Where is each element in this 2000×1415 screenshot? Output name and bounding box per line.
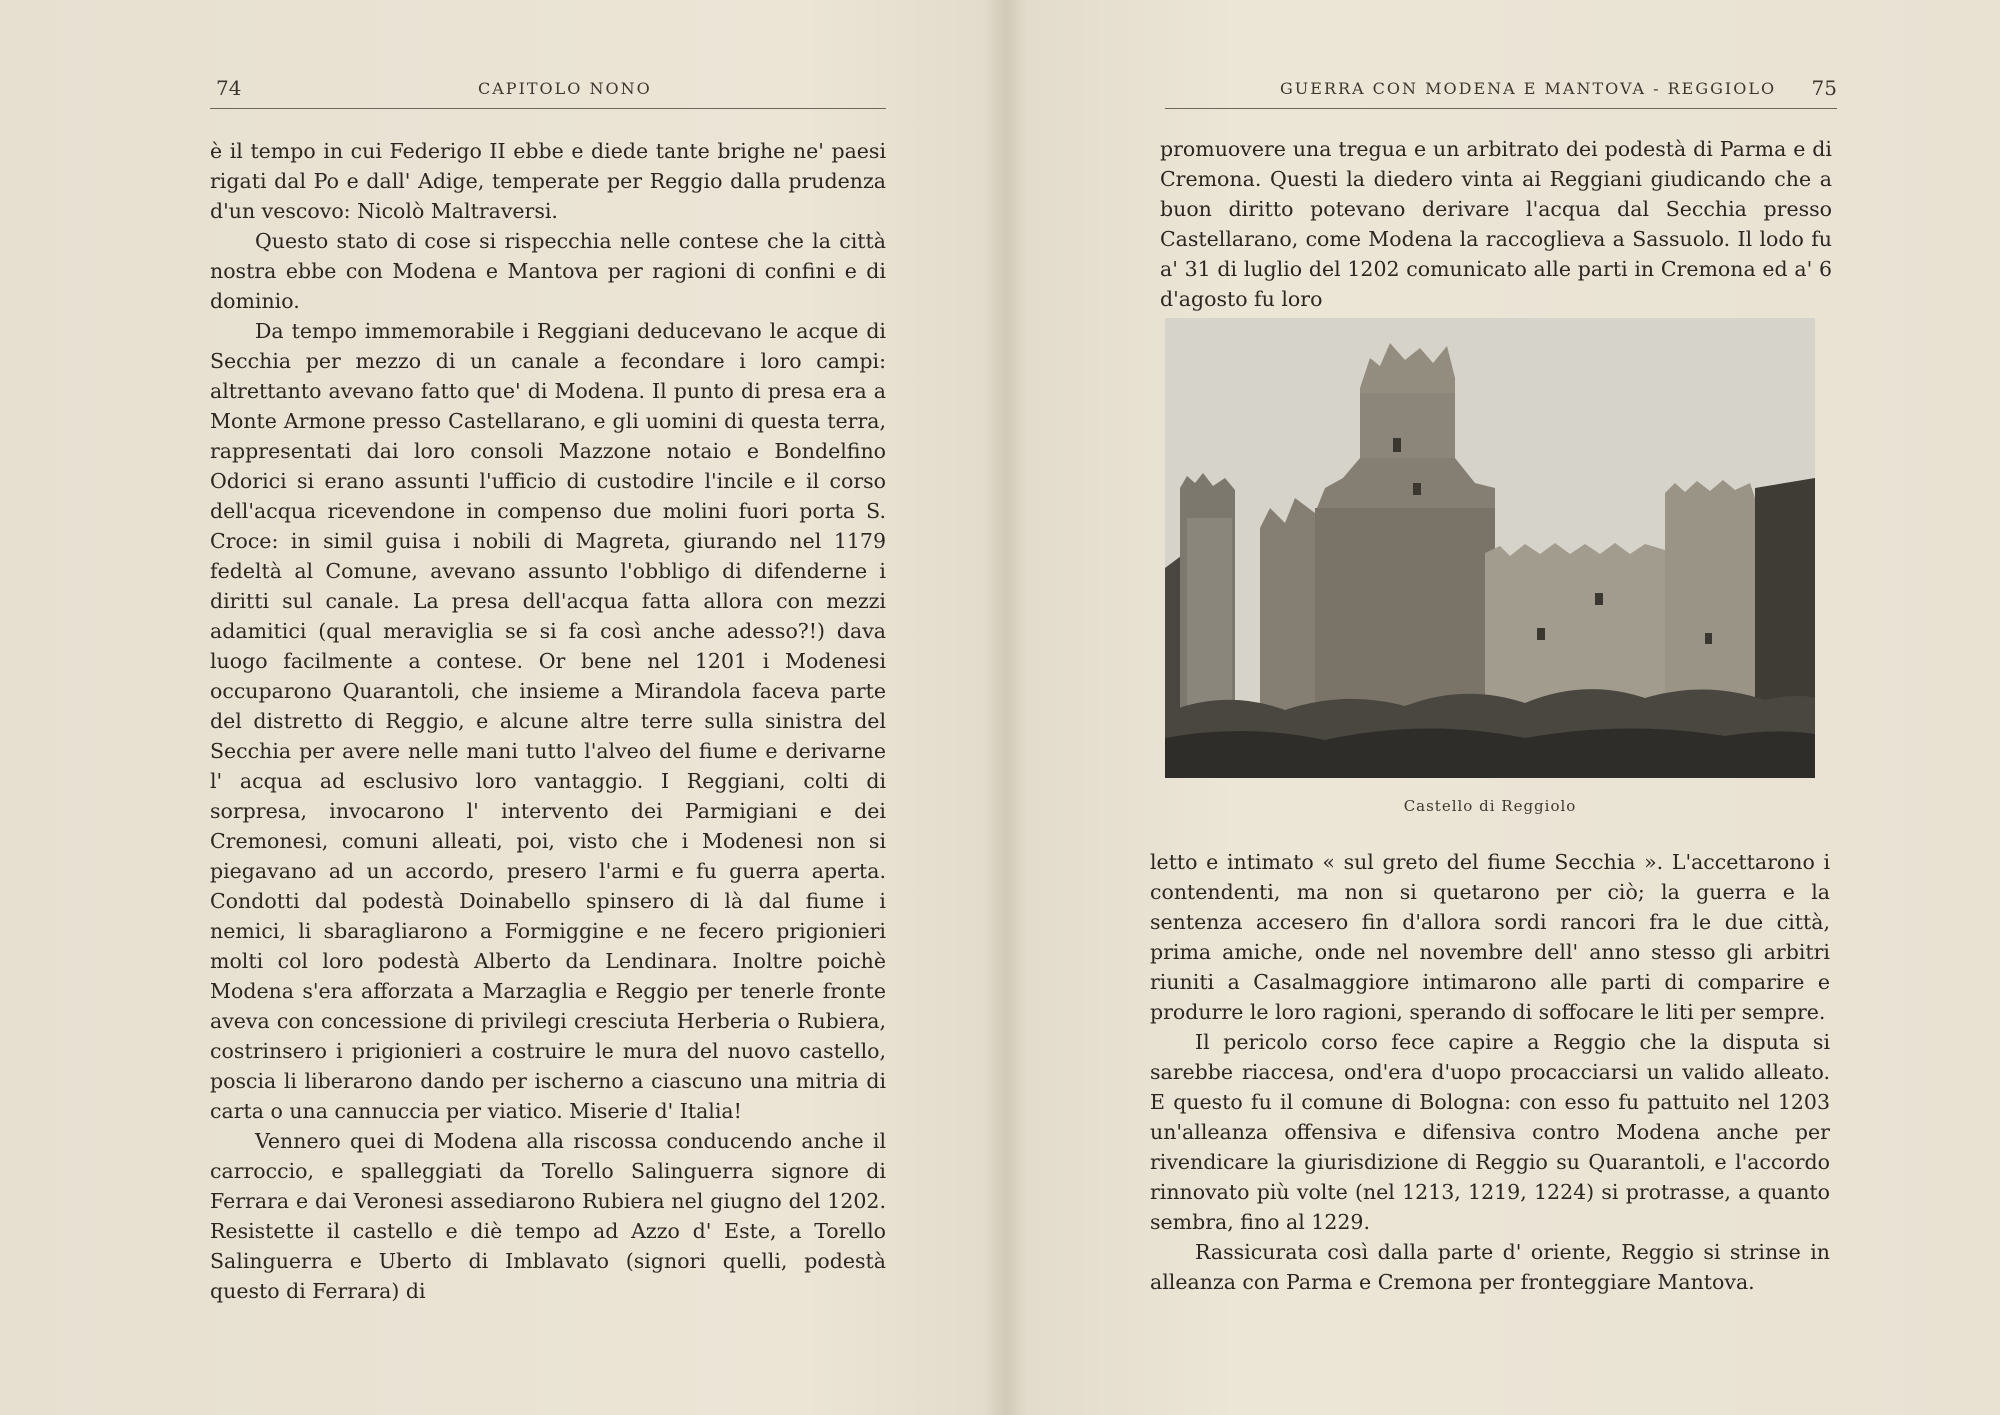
right-running-title: GUERRA CON MODENA E MANTOVA - REGGIOLO xyxy=(1280,79,1777,98)
right-paragraph: promuovere una tregua e un arbitrato dei podestà di Parma e di Cremona. Questi la diedero vinta ai Reggiani giudicando che a buon diritto potevano derivare l'acqua dal Secchia presso Castellarano, come Modena la raccoglieva a Sassuolo. Il lodo fu a' 31 di luglio del 1202 comunicato alle parti in Cremona ed a' 6 d'agosto fu loro xyxy=(1160,137,1832,311)
right-page xyxy=(1000,0,2000,1415)
left-page-number: 74 xyxy=(216,76,242,100)
right-page-number: 75 xyxy=(1811,76,1837,100)
right-paragraph: Il pericolo corso fece capire a Reggio che la disputa si sarebbe riaccesa, ond'era d'uopo procacciarsi un valido alleato. E questo fu il comune di Bologna: con esso fu pattuito nel 1203 un'alleanza offensiva e difensiva contro Modena anche per rivendicare la giurisdizione di Reggio su Quarantoli, e l'accordo rinnovato più volte (nel 1213, 1219, 1224) si protrasse, a quanto sembra, fino al 1229. xyxy=(1150,1030,1830,1234)
right-paragraph: letto e intimato « sul greto del fiume Secchia ». L'accettarono i contendenti, ma non si quetarono per ciò; la guerra e la sentenza accesero fin d'allora sordi rancori fra le due città, prima amiche, onde nel novembre dell' anno stesso gli arbitri riuniti a Casalmaggiore intimarono alle parti di comparire e produrre le loro ragioni, sperando di soffocare le liti per sempre. xyxy=(1150,850,1830,1024)
left-running-title: CAPITOLO NONO xyxy=(478,79,652,98)
figure-caption: Castello di Reggiolo xyxy=(1403,797,1577,815)
right-paragraph: Rassicurata così dalla parte d' oriente, Reggio si strinse in alleanza con Parma e Cremona per fronteggiare Mantova. xyxy=(1150,1240,1830,1294)
left-paragraph: Questo stato di cose si rispecchia nelle contese che la città nostra ebbe con Modena e Mantova per ragioni di confini e di dominio. xyxy=(210,229,886,313)
left-paragraph: Vennero quei di Modena alla riscossa conducendo anche il carroccio, e spalleggiati da Torello Salinguerra signore di Ferrara e dai Veronesi assediarono Rubiera nel giugno del 1202. Resistette il castello e diè tempo ad Azzo d' Este, a Torello Salinguerra e Uberto di Imblavato (signori quelli, podestà questo di Ferrara) di xyxy=(210,1129,886,1303)
left-body-text xyxy=(210,136,886,1306)
right-running-head xyxy=(1165,76,1837,109)
left-paragraph: Da tempo immemorabile i Reggiani deducevano le acque di Secchia per mezzo di un canale a fecondare i loro campi: altrettanto avevano fatto que' di Modena. Il punto di presa era a Monte Armone presso Castellarano, e gli uomini di questa terra, rappresentati dai loro consoli Mazzone notaio e Bondelfino Odorici si erano assunti l'ufficio di custodire l'incile e il corso dell'acqua ricevendone in compenso due molini fuori porta S. Croce: in simil guisa i nobili di Magreta, giurando nel 1179 fedeltà al Comune, avevano assunto l'obbligo di difenderne i diritti sul canale. La presa dell'acqua fatta allora con mezzi adamitici (qual meraviglia se si fa così anche adesso?!) dava luogo facilmente a contese. Or bene nel 1201 i Modenesi occuparono Quarantoli, che insieme a Mirandola faceva parte del distretto di Reggio, e alcune altre terre sulla sinistra del Secchia per avere nelle mani tutto l'alveo del fiume e derivarne l' acqua ad esclusivo loro vantaggio. I Reggiani, colti di sorpresa, invocarono l' intervento dei Parmigiani e dei Cremonesi, comuni alleati, poi, visto che i Modenesi non si piegavano ad un accordo, presero l'armi e fu guerra aperta. Condotti dal podestà Doinabello spinsero di là dal fiume i nemici, li sbaragliarono a Formiggine e ne fecero prigionieri molti col loro podestà Alberto da Lendinara. Inoltre poichè Modena s'era afforzata a Marzaglia e Reggio per tenerle fronte aveva con concessione di privilegi cresciuta Herberia o Rubiera, costrinsero i prigionieri a costruire le mura del nuovo castello, poscia li liberarono dando per ischerno a ciascuno una mitria di carta o una cannuccia per viatico. Miserie d' Italia! xyxy=(210,319,886,1123)
left-running-head xyxy=(210,76,886,109)
right-top-text xyxy=(1160,134,1832,314)
right-bottom-text xyxy=(1150,847,1830,1297)
castle-photograph xyxy=(1165,318,1815,778)
left-paragraph: è il tempo in cui Federigo II ebbe e diede tante brighe ne' paesi rigati dal Po e dall' Adige, temperate per Reggio dalla prudenza d'un vescovo: Nicolò Maltraversi. xyxy=(210,139,886,223)
